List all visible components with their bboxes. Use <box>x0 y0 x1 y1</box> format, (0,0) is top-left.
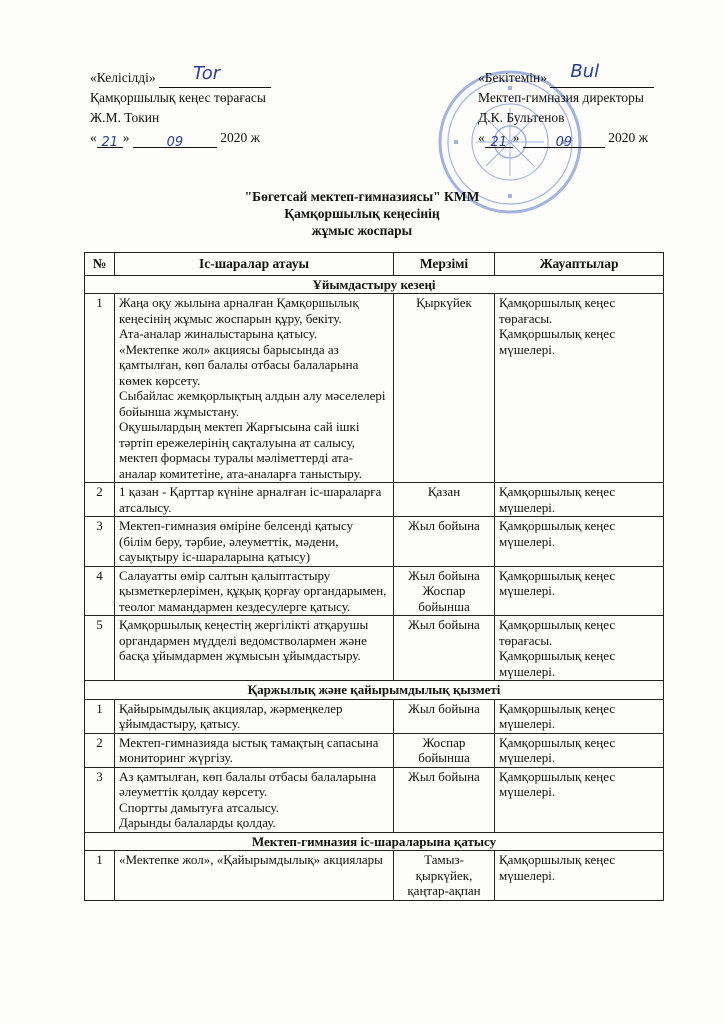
header-activity: Іс-шаралар атауы <box>115 253 394 276</box>
approval-left-name: Ж.М. Токин <box>90 110 160 125</box>
title-line-3: жұмыс жоспары <box>311 223 413 238</box>
title-line-2: Қамқоршылық кеңесінің <box>284 206 440 221</box>
responsible-cell-line: Қамқоршылық кеңес мүшелері. <box>499 326 616 357</box>
date-year-right: 2020 ж <box>608 130 648 145</box>
approval-right-position: Мектеп-гимназия директоры <box>478 90 644 105</box>
activity-cell-line: Аз қамтылған, көп балалы отбасы балаларына әлеуметтік қолдау көрсету. <box>119 768 377 799</box>
responsible-cell: Қамқоршылық кеңес мүшелері. <box>495 483 664 517</box>
row-number: 1 <box>85 851 115 901</box>
row-number: 1 <box>85 699 115 733</box>
activity-cell <box>115 294 394 483</box>
approval-left-position: Қамқоршылық кеңес төрағасы <box>90 90 266 105</box>
table-row <box>85 294 664 483</box>
table-row <box>85 566 664 616</box>
table-row <box>85 733 664 767</box>
section-title: Мектеп-гимназия іс-шараларына қатысу <box>85 832 664 851</box>
date-cell: Қыркүйек <box>394 294 495 483</box>
header-date: Мерзімі <box>394 253 495 276</box>
activity-cell-line: Спортты дамытуға атсалысу. <box>119 799 279 815</box>
activity-cell-line: Ата-аналар жиналыстарына қатысу. <box>119 326 318 341</box>
table-body <box>85 275 664 900</box>
activity-cell: 1 қазан - Қарттар күніне арналған іс-шараларға атсалысу. <box>115 483 394 517</box>
date-cell: Жыл бойына <box>394 699 495 733</box>
section-row <box>85 681 664 700</box>
table-row <box>85 851 664 901</box>
approval-left: «Келісілді» Tor Қамқоршылық кеңес төрағасы Ж.М. Токин « 21 » 09 2020 ж <box>90 68 271 148</box>
activity-cell-line: «Мектепке жол» акциясы барысында аз қамтылған, көп балалы отбасы балаларына көмек көрсету. <box>119 341 359 388</box>
date-cell-line: қаңтар-ақпан <box>407 883 481 898</box>
table-row <box>85 517 664 567</box>
date-cell-line: бойынша <box>418 750 470 765</box>
date-cell-line: Жыл бойына <box>408 567 480 583</box>
table-row <box>85 616 664 681</box>
signature-line <box>550 61 654 88</box>
date-cell-line: Тамыз- <box>424 852 464 867</box>
activity-cell <box>115 767 394 832</box>
signature-line <box>159 63 271 88</box>
row-number: 4 <box>85 566 115 616</box>
header-number: № <box>85 253 115 276</box>
responsible-cell: Қамқоршылық кеңес мүшелері. <box>495 517 664 567</box>
date-cell-line: Жоспар <box>422 583 466 598</box>
date-cell-line: қыркүйек, <box>415 867 473 883</box>
responsible-cell: Қамқоршылық кеңес мүшелері. <box>495 733 664 767</box>
responsible-cell: Қамқоршылық кеңес мүшелері. <box>495 851 664 901</box>
row-number: 3 <box>85 517 115 567</box>
activity-cell: Мектеп-гимназия өміріне белсенді қатысу (білім беру, тәрбие, әлеуметтік, мәдени, сауықтыру іс-шараларына қатысу) <box>115 517 394 567</box>
date-month-right: 09 <box>555 135 573 150</box>
approval-right-name: Д.К. Бультенов <box>478 110 565 125</box>
date-year-left: 2020 ж <box>220 130 260 145</box>
activity-cell: «Мектепке жол», «Қайырымдылық» акциялары <box>115 851 394 901</box>
activity-cell: Салауатты өмір салтын қалыптастыру қызметкерлерімен, құқық қорғау органдарымен, теолог мамандармен кездесулерге қатысу. <box>115 566 394 616</box>
row-number: 2 <box>85 483 115 517</box>
date-cell: Жыл бойына <box>394 517 495 567</box>
date-day-left: 21 <box>101 135 119 150</box>
section-row <box>85 275 664 294</box>
document-title <box>0 188 724 239</box>
row-number: 2 <box>85 733 115 767</box>
activity-cell-line: Оқушылардың мектеп Жарғысына сай ішкі тәртіп ережелерінің сақталуына ат салысу, мектеп формасы туралы мәліметтерді ата-аналар комитетіне, ата-аналарға таныстыру. <box>119 419 363 481</box>
date-cell: Қазан <box>394 483 495 517</box>
row-number: 1 <box>85 294 115 483</box>
approval-left-label: «Келісілді» <box>90 70 156 85</box>
row-number: 5 <box>85 616 115 681</box>
responsible-cell: Қамқоршылық кеңес мүшелері. <box>495 767 664 832</box>
date-month-left: 09 <box>166 135 184 150</box>
signature-right: Bul <box>570 61 600 82</box>
activity-cell: Мектеп-гимназияда ыстық тамақтың сапасына мониторинг жүргізу. <box>115 733 394 767</box>
responsible-cell: Қамқоршылық кеңес мүшелері. <box>495 566 664 616</box>
responsible-cell <box>495 616 664 681</box>
approval-right-label: «Бекітемін» <box>478 70 547 85</box>
activity-cell-line: Жаңа оқу жылына арналған Қамқоршылық кеңесінің жұмыс жоспарын құру, бекіту. <box>119 295 359 326</box>
date-cell: Жыл бойына <box>394 767 495 832</box>
header-responsible: Жауаптылар <box>495 253 664 276</box>
date-cell <box>394 851 495 901</box>
row-number: 3 <box>85 767 115 832</box>
table-row <box>85 483 664 517</box>
date-day-right: 21 <box>490 135 508 150</box>
date-cell <box>394 566 495 616</box>
approval-right: «Бекітемін» Bul Мектеп-гимназия директоры Д.К. Бультенов « 21 » 09 2020 ж <box>478 68 654 148</box>
title-line-1: "Бөгетсай мектеп-гимназиясы" КММ <box>244 189 480 204</box>
activity-cell-line: Дарынды балаларды қолдау. <box>119 815 276 830</box>
signature-left: Tor <box>192 63 221 84</box>
table-row <box>85 699 664 733</box>
date-cell-line: бойынша <box>418 598 470 614</box>
responsible-cell-line: Қамқоршылық кеңес төрағасы. <box>499 295 616 326</box>
work-plan-table <box>84 252 664 901</box>
activity-cell: Қамқоршылық кеңестің жергілікті атқарушы органдармен мүдделі ведомстволармен және басқа ұйымдармен жұмысын ұйымдастыру. <box>115 616 394 681</box>
responsible-cell-line: Қамқоршылық кеңес мүшелері. <box>499 648 616 679</box>
section-row <box>85 832 664 851</box>
responsible-cell: Қамқоршылық кеңес мүшелері. <box>495 699 664 733</box>
section-title: Ұйымдастыру кезеңі <box>85 275 664 294</box>
activity-cell-line: Сыбайлас жемқорлықтың алдын алу мәселелері бойынша жұмыстану. <box>119 388 386 419</box>
responsible-cell <box>495 294 664 483</box>
date-cell <box>394 733 495 767</box>
responsible-cell-line: Қамқоршылық кеңес төрағасы. <box>499 617 616 648</box>
date-cell: Жыл бойына <box>394 616 495 681</box>
date-cell-line: Жоспар <box>422 734 466 750</box>
table-row <box>85 767 664 832</box>
activity-cell: Қайырымдылық акциялар, жәрмеңкелер ұйымдастыру, қатысу. <box>115 699 394 733</box>
section-title: Қаржылық және қайырымдылық қызметі <box>85 681 664 700</box>
table-header-row <box>85 253 664 276</box>
